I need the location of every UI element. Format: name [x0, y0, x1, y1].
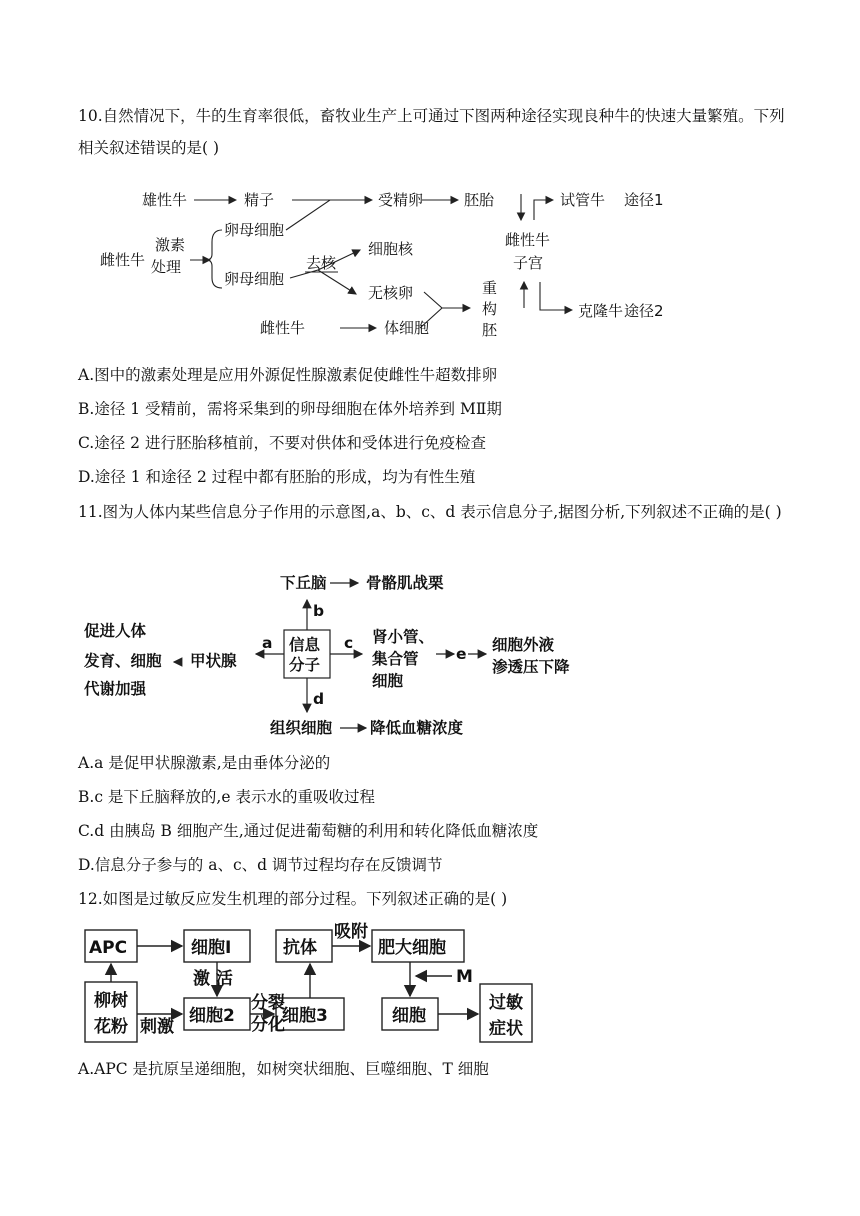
- question-10-option-c[interactable]: C.途径 2 进行胚胎移植前，不要对供体和受体进行免疫检查: [78, 434, 486, 452]
- oocyte-a: 卵母细胞: [224, 221, 285, 239]
- somatic-cell: 体细胞: [384, 319, 430, 337]
- mast-cell-box: 肥大细胞: [378, 938, 446, 958]
- adsorb-label: 吸附: [334, 922, 368, 942]
- question-10-option-d[interactable]: D.途径 1 和途径 2 过程中都有胚胎的形成，均为有性生殖: [78, 468, 476, 486]
- lower-blood-glucose: 降低血糖浓度: [370, 719, 464, 737]
- signal-c-label: c: [344, 634, 354, 652]
- breeding-routes-diagram: [0, 180, 860, 340]
- cell-box: 细胞: [392, 1006, 426, 1026]
- enucleated-egg: 无核卵: [368, 284, 414, 302]
- female-uterus-1: 雌性牛: [505, 231, 551, 249]
- embryo: 胚胎: [464, 191, 495, 209]
- thyroid: 甲状腺: [190, 652, 237, 670]
- process-e-label: e: [456, 645, 467, 663]
- donor-female: 雌性牛: [260, 319, 306, 337]
- test-tube-calf: 试管牛: [560, 191, 606, 209]
- cell-2-box: 细胞2: [189, 1006, 235, 1026]
- question-12-option-a[interactable]: A.APC 是抗原呈递细胞，如树突状细胞、巨噬细胞、T 细胞: [78, 1060, 489, 1078]
- rebuilt-embryo-2: 构: [482, 300, 498, 318]
- osmotic-line-1: 细胞外液: [492, 636, 555, 654]
- question-11-option-d[interactable]: D.信息分子参与的 a、c、d 调节过程均存在反馈调节: [78, 856, 443, 874]
- allergy-symptom-2: 症状: [489, 1019, 523, 1039]
- female-cattle: 雌性牛: [100, 251, 146, 269]
- m-label: M: [456, 967, 473, 987]
- enucleate-label: 去核: [306, 254, 337, 272]
- allergy-mechanism-diagram: [0, 920, 860, 1050]
- skeletal-shiver: 骨骼肌战栗: [366, 574, 444, 592]
- hormone-label-1: 激素: [155, 236, 186, 254]
- cell-1-box: 细胞Ⅰ: [191, 938, 232, 958]
- signal-d-label: d: [313, 690, 325, 708]
- kidney-line-3: 细胞: [372, 672, 404, 690]
- question-10-option-a[interactable]: A.图中的激素处理是应用外源促性腺激素促使雌性牛超数排卵: [78, 366, 498, 384]
- antibody-box: 抗体: [283, 938, 317, 958]
- divide-label-1: 分裂: [251, 993, 285, 1013]
- hormone-label-2: 处理: [151, 258, 182, 276]
- osmotic-line-2: 渗透压下降: [492, 658, 570, 676]
- signal-center-1: 信息: [289, 636, 321, 654]
- divide-label-2: 分化: [251, 1015, 285, 1035]
- hypothalamus: 下丘脑: [280, 574, 327, 592]
- kidney-line-2: 集合管: [372, 650, 419, 668]
- male-cattle: 雄性牛: [142, 191, 188, 209]
- question-11-stem: 11.图为人体内某些信息分子作用的示意图,a、b、c、d 表示信息分子,据图分析,下列叙述不正确的是( ): [78, 503, 782, 521]
- effect-line-1: 促进人体: [84, 622, 147, 640]
- apc-box: APC: [89, 938, 128, 958]
- route-2: 途径2: [624, 302, 664, 320]
- stimulate-label: 刺激: [140, 1017, 174, 1037]
- cell-3-box: 细胞3: [282, 1006, 328, 1026]
- activate-label: 激 活: [193, 969, 233, 989]
- sperm: 精子: [244, 191, 275, 209]
- question-10-option-b[interactable]: B.途径 1 受精前，需将采集到的卵母细胞在体外培养到 MⅡ期: [78, 400, 502, 418]
- willow-pollen-2: 花粉: [94, 1017, 128, 1037]
- rebuilt-embryo-1: 重: [482, 279, 498, 297]
- question-12-stem: 12.如图是过敏反应发生机理的部分过程。下列叙述正确的是( ): [78, 890, 508, 908]
- question-11-option-c[interactable]: C.d 由胰岛 B 细胞产生,通过促进葡萄糖的利用和转化降低血糖浓度: [78, 822, 539, 840]
- fertilized-egg: 受精卵: [378, 191, 424, 209]
- nucleus: 细胞核: [368, 240, 414, 258]
- question-11-option-b[interactable]: B.c 是下丘脑释放的,e 表示水的重吸收过程: [78, 788, 375, 806]
- signal-molecule-diagram: [0, 566, 860, 742]
- effect-line-3: 代谢加强: [84, 680, 147, 698]
- female-uterus-2: 子宫: [513, 254, 544, 272]
- signal-center-2: 分子: [289, 656, 321, 674]
- question-11-option-a[interactable]: A.a 是促甲状腺激素,是由垂体分泌的: [78, 754, 331, 772]
- question-10-stem: 10.自然情况下，牛的生育率很低，畜牧业生产上可通过下图两种途径实现良种牛的快速大量繁殖。下列相关叙述错误的是( ): [78, 107, 785, 157]
- signal-a-label: a: [262, 634, 273, 652]
- allergy-symptom-1: 过敏: [489, 993, 523, 1013]
- oocyte-b: 卵母细胞: [224, 270, 285, 288]
- clone-calf: 克隆牛: [578, 302, 624, 320]
- effect-line-2: 发育、细胞: [84, 652, 162, 670]
- rebuilt-embryo-3: 胚: [482, 321, 498, 339]
- tissue-cell: 组织细胞: [270, 719, 333, 737]
- signal-b-label: b: [313, 602, 325, 620]
- willow-pollen-1: 柳树: [94, 991, 128, 1011]
- kidney-line-1: 肾小管、: [372, 628, 435, 646]
- route-1: 途径1: [624, 191, 664, 209]
